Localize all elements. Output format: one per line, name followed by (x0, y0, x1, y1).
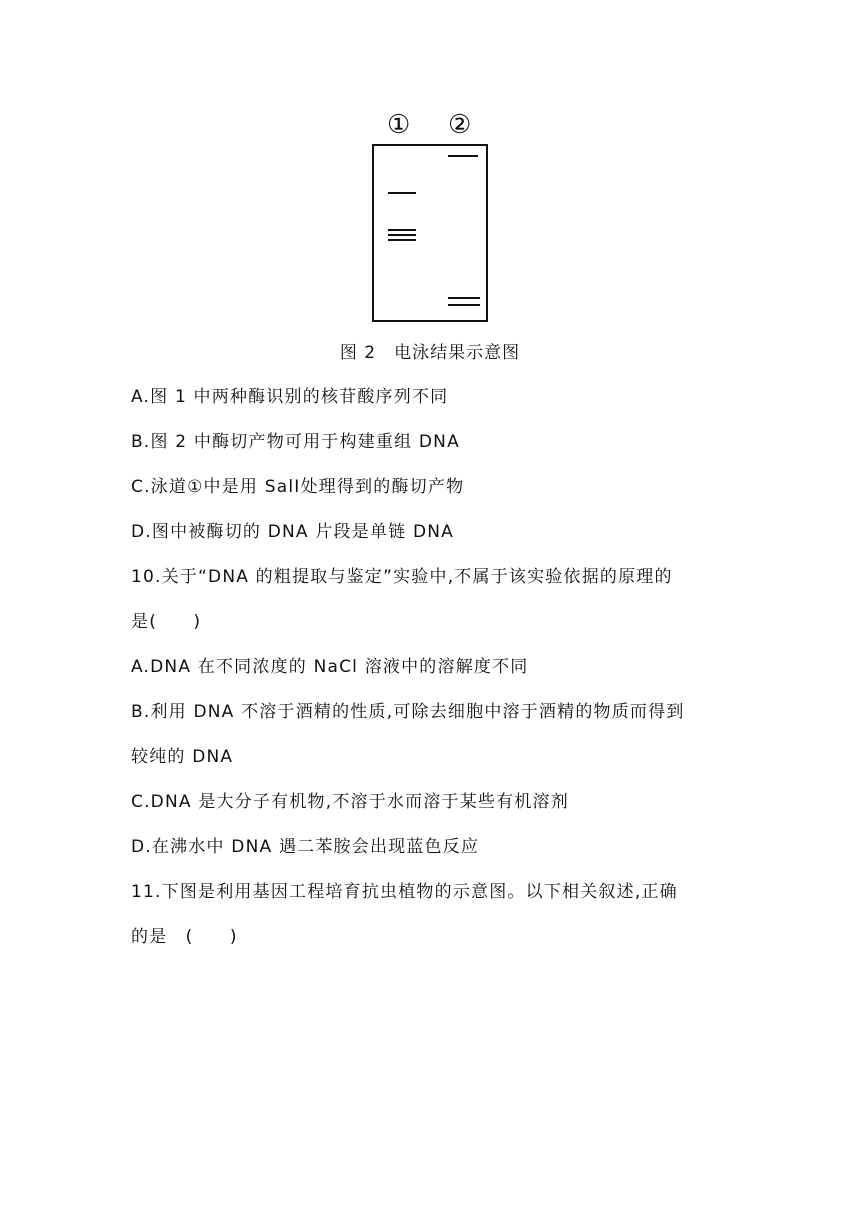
option-10c: C.DNA 是大分子有机物,不溶于水而溶于某些有机溶剂 (131, 792, 569, 812)
lane-2-label: ② (448, 110, 472, 140)
question-10-stem-cont: 是( ) (131, 612, 202, 632)
caption-number: 图 2 (339, 343, 377, 363)
lane-1-band (388, 229, 416, 231)
option-9a: A.图 1 中两种酶识别的核苷酸序列不同 (131, 387, 449, 407)
question-11-stem-cont: 的是 ( ) (131, 927, 238, 947)
figure-caption (0, 340, 860, 366)
lane-1-label: ① (387, 110, 411, 140)
lane-2-band (448, 304, 480, 306)
option-10b-cont: 较纯的 DNA (131, 747, 234, 767)
gel-box (372, 144, 488, 322)
caption-text: 电泳结果示意图 (394, 343, 521, 363)
option-10b: B.利用 DNA 不溶于酒精的性质,可除去细胞中溶于酒精的物质而得到 (131, 702, 685, 722)
electrophoresis-figure (372, 110, 488, 322)
option-9c: C.泳道①中是用 SalⅠ处理得到的酶切产物 (131, 477, 465, 497)
lane-1-band (388, 239, 416, 241)
lane-2-band (448, 297, 480, 299)
option-10a: A.DNA 在不同浓度的 NaCl 溶液中的溶解度不同 (131, 657, 529, 677)
lane-2-band (448, 155, 478, 157)
lane-1-band (388, 234, 416, 236)
option-9d: D.图中被酶切的 DNA 片段是单链 DNA (131, 522, 454, 542)
question-11-stem: 11.下图是利用基因工程培育抗虫植物的示意图。以下相关叙述,正确 (131, 882, 678, 902)
question-10-stem: 10.关于“DNA 的粗提取与鉴定”实验中,不属于该实验依据的原理的 (131, 567, 673, 587)
option-9b: B.图 2 中酶切产物可用于构建重组 DNA (131, 432, 460, 452)
lane-1-band (388, 192, 416, 194)
option-10d: D.在沸水中 DNA 遇二苯胺会出现蓝色反应 (131, 837, 480, 857)
